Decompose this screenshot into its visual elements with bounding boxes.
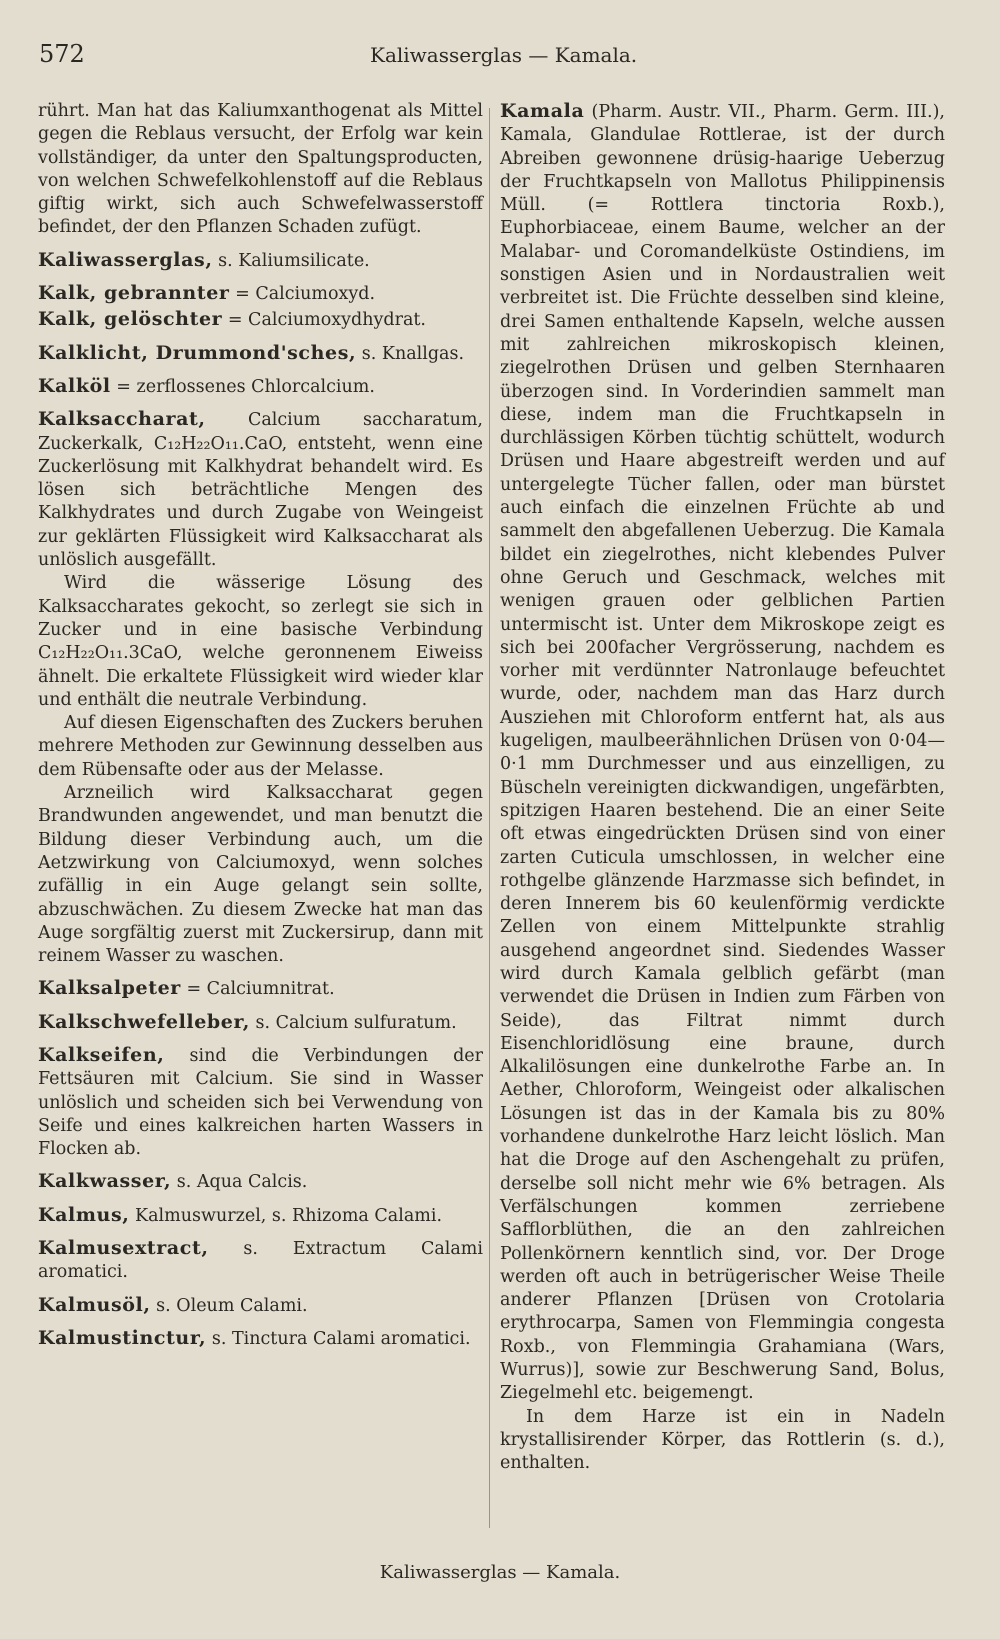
entry-paragraph: Auf diesen Eigenschaften des Zuckers beruhen mehrere Methoden zur Gewinnung desselben aus dem Rübensafte oder aus der Melasse. [38,713,483,780]
entry-text: s. Extractum Calami aromatici. [38,1239,483,1283]
entry-kalmusextract [38,1237,483,1285]
entry-kalmus [38,1204,483,1228]
entry-term: Kalköl [38,374,111,397]
entry-text: s. Oleum Calami. [150,1295,308,1316]
entry-kalkoel [38,375,483,399]
entry-text: sind die Verbindungen der Fettsäuren mit Calcium. Sie sind in Wasser unlöslich und scheiden sich bei Verwendung von Seife und eines kalkreichen harten Wassers in Flocken ab. [38,1045,483,1160]
entry-text: Calcium saccharatum, Zuckerkalk, C₁₂H₂₂O₁₁.CaO, entsteht, wenn eine Zuckerlösung mit Kalkhydrat behandelt wird. Es lösen sich beträchtliche Mengen des Kalkhydrates und durch Zugabe von Weingeist zur geklärten Flüssigkeit wird Kalksaccharat als unlöslich ausgefällt. [38,410,483,571]
running-head: Kaliwasserglas — Kamala. [370,43,638,67]
entry-term: Kalkwasser, [38,1170,172,1193]
entry-term: Kalmusextract, [38,1237,209,1260]
entry-text: s. Knallgas. [356,343,465,364]
entry-text: s. Kaliumsilicate. [212,250,370,271]
entry-text: s. Tinctura Calami aromatici. [206,1328,471,1349]
entry-term: Kalksaccharat, [38,408,206,431]
entry-kalkwasser [38,1170,483,1194]
left-column [38,100,483,1360]
page-number: 572 [39,40,85,68]
entry-kalmusoel [38,1294,483,1318]
entry-paragraph: Arzneilich wird Kalksaccharat gegen Brandwunden angewendet, und man benutzt die Bildung dieser Verbindung auch, um die Aetzwirkung von Calciumoxyd, wenn solches zufällig in ein Auge gelangt sein sollte, abzuschwächen. Zu diesem Zwecke hat man das Auge sorgfältig zuerst mit Zuckersirup, dann mit reinem Wasser zu waschen. [38,783,483,967]
entry-term: Kalkseifen, [38,1043,165,1066]
entry-text: = Calciumoxyd. [229,284,376,305]
entry-text: s. Calcium sulfuratum. [249,1012,457,1033]
entry-kalmustinctur [38,1327,483,1351]
entry-text: = Calciumnitrat. [180,979,335,1000]
entry-term: Kalksalpeter [38,977,181,1000]
entry-text: = zerflossenes Chlorcalcium. [110,376,375,397]
entry-kalkseifen [38,1044,483,1161]
entry-kalklicht [38,342,483,366]
entry-paragraph: In dem Harze ist ein in Nadeln krystallisirender Körper, das Rottlerin (s. d.), enthalten. [500,1406,945,1474]
entry-term: Kalk, gebrannter [38,282,230,305]
entry-kalk-gebrannter [38,282,483,306]
entry-term: Kalmus, [38,1203,130,1226]
entry-paragraph: Wird die wässerige Lösung des Kalksaccharates gekocht, so zerlegt sie sich in Zucker und in eine basische Verbindung C₁₂H₂₂O₁₁.3CaO, welche geronnenem Eiweiss ähnelt. Die erkaltete Flüssigkeit wird wieder klar und enthält die neutrale Verbindung. [38,573,483,710]
entry-term: Kalkschwefelleber, [38,1010,250,1033]
entry-term: Kamala [500,100,585,122]
entry-term: Kalmusöl, [38,1293,151,1316]
entry-kalksaccharat [38,408,483,968]
entry-text: (Pharm. Austr. VII., Pharm. Germ. III.), Kamala, Glandulae Rottlerae, ist der durch Abreiben gewonnene drüsig-haarige Ueberzug der Fruchtkapseln von Mallotus Philippinensis Müll. (= Rottlera tinctoria Roxb.), Euphorbiaceae, einem Baume, welcher an der Malabar- und Coromandelküste Ostindiens, im sonstigen Asien und in Nordaustralien weit verbreitet ist. Die Früchte desselben sind kleine, drei Samen enthaltende Kapseln, welche aussen mit zahlreichen mikroskopisch kleinen, ziegelrothen Drüsen und gelben Sternhaaren überzogen sind. In Vorderindien sammelt man diese, indem man die Fruchtkapseln in durchlässigen Körben tüchtig schüttelt, wodurch Drüsen und Haare abgestreift werden und auf untergelegte Tücher fallen, oder man bürstet auch einfach die einzelnen Früchte ab und sammelt den abgefallenen Ueberzug. Die Kamala bildet ein ziegelrothes, nicht klebendes Pulver ohne Geruch und Geschmack, welches mit wenigen grauen oder gelblichen Partien untermischt ist. Unter dem Mikroskope zeigt es sich bei 200facher Vergrösserung, nachdem es vorher mit verdünnter Natronlauge befeuchtet wurde, oder, nachdem man das Harz durch Ausziehen mit Chloroform entfernt hat, als aus kugeligen, maulbeerähnlichen Drüsen von 0·04—0·1 mm Durchmesser und aus einzelligen, zu Büscheln vereinigten dickwandigen, ungefärbten, spitzigen Haaren bestehend. Die an einer Seite oft etwas eingedrückten Drüsen sind von einer zarten Cuticula umschlossen, in welcher eine rothgelbe glänzende Harzmasse sich befindet, in deren Innerem bis 60 keulenförmig verdickte Zellen von einem Mittelpunkte strahlig ausgehend angeordnet sind. Siedendes Wasser wird durch Kamala gelblich gefärbt (man verwendet die Drüsen in Indien zum Färben von Seide), das Filtrat nimmt durch Eisenchloridlösung eine braune, durch Alkalilösungen eine dunkelrothe Farbe an. In Aether, Chloroform, Weingeist oder alkalischen Lösungen ist das in der Kamala bis zu 80% vorhandene dunkelrothe Harz leicht löslich. Man hat die Droge auf den Aschengehalt zu prüfen, derselbe soll nicht mehr wie 6% betragen. Als Verfälschungen kommen zerriebene Safflorblüthen, die an den zahlreichen Pollenkörnern kenntlich sind, vor. Der Droge werden oft auch in betrügerischer Weise Theile anderer Pflanzen [Drüsen von Crotolaria erythrocarpa, Samen von Flemmingia congesta Roxb., von Flemmingia Grahamiana (Wars, Wurrus)], sowie zur Beschwerung Sand, Bolus, Ziegelmehl etc. beigemengt. [500,102,945,1404]
entry-kalksalpeter [38,977,483,1001]
entry-text: Kalmuswurzel, s. Rhizoma Calami. [129,1205,443,1226]
entry-kalkschwefelleber [38,1011,483,1035]
entry-kaliwasserglas [38,249,483,273]
entry-term: Kalmustinctur, [38,1326,207,1349]
entry-text: = Calciumoxydhydrat. [222,310,426,331]
right-column [500,100,945,1485]
continuation-text: rührt. Man hat das Kaliumxanthogenat als Mittel gegen die Reblaus versucht, der Erfolg war kein vollständiger, da unter den Spaltungsproducten, von welchen Schwefelkohlenstoff auf die Reblaus giftig wirkt, sich auch Schwefelwasserstoff befindet, der den Pflanzen Schaden zufügt. [38,101,483,238]
entry-kamala [500,100,945,1476]
entry-term: Kalklicht, Drummond'sches, [38,341,357,364]
column-divider [489,108,490,1528]
entry-text: s. Aqua Calcis. [171,1172,308,1193]
entry-term: Kalk, gelöschter [38,308,223,331]
entry-kalk-geloeschter [38,308,483,332]
page-footer: Kaliwasserglas — Kamala. [379,1562,621,1583]
entry-term: Kaliwasserglas, [38,248,213,271]
